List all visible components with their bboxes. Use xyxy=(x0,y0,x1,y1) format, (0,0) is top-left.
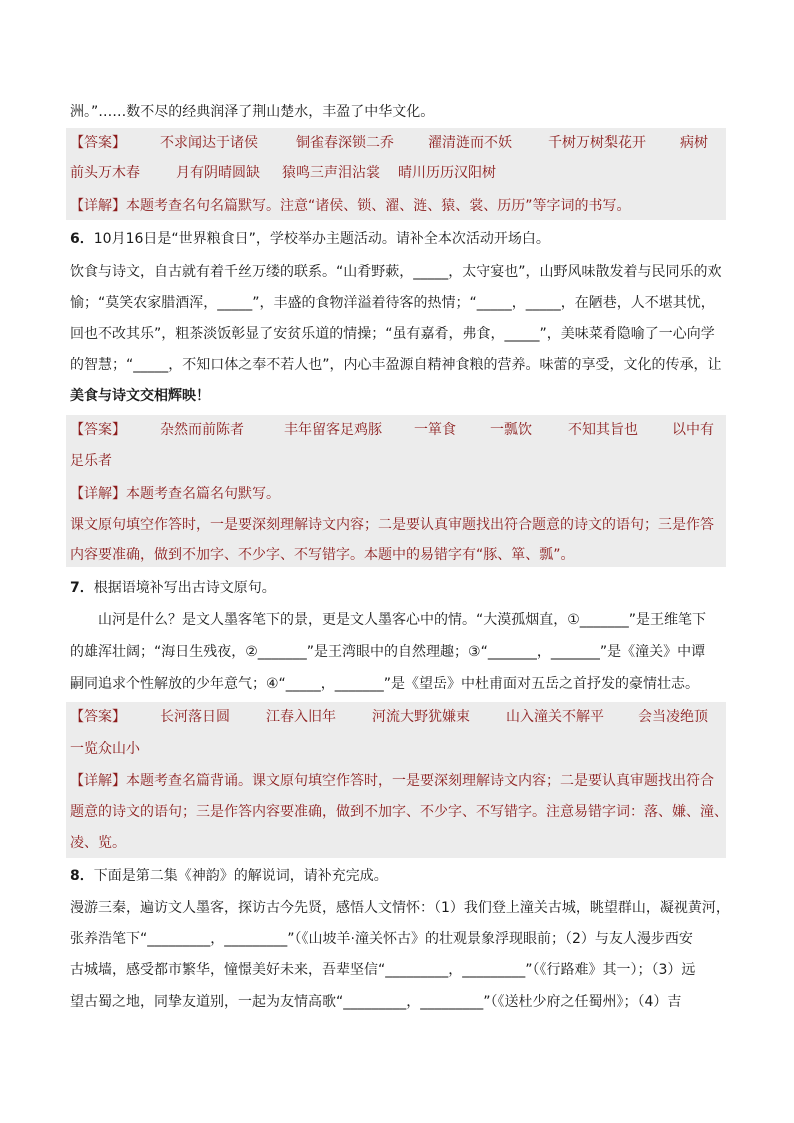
answer-item: 晴川历历汉阳树 xyxy=(398,165,496,181)
detail-row-6-2: 课文原句填空作答时，一是要深刻理解诗文内容；二是要认真审题找出符合题意的诗文的语句；三是作答 xyxy=(70,517,714,533)
answer-item: 以中有 xyxy=(672,422,714,438)
detail-row-7-2: 题意的诗文的语句；三是作答内容要准确，做到不加字、不少字、不写错字。注意易错字词：落、嫌、潼、 xyxy=(70,804,728,820)
q6-para-line: 愉；“莫笑农家腊酒浑，_____”，丰盛的食物洋溢着待客的热情；“_____，_____，在陋巷，人不堪其忧， xyxy=(70,295,715,311)
answer-item: 铜雀春深锁二乔 xyxy=(296,135,394,151)
detail-label: 【详解】 xyxy=(70,486,126,502)
answer-item: 一览众山小 xyxy=(70,741,140,757)
question-text: 根据语境补写出古诗文原句。 xyxy=(93,580,276,596)
answer-item: 濯清涟而不妖 xyxy=(428,135,512,151)
answer-item: 病树 xyxy=(680,135,708,151)
answer-label: 【答案】 xyxy=(70,135,126,151)
answer-item: 前头万木春 xyxy=(70,165,140,181)
detail-row-7-3: 凌、览。 xyxy=(70,835,126,851)
question-text: 下面是第二集《神韵》的解说词，请补充完成。 xyxy=(93,868,388,884)
answer-item: 不求闻达于诸侯 xyxy=(160,135,258,151)
answer-item: 猿鸣三声泪沾裳 xyxy=(282,165,380,181)
answer-label: 【答案】 xyxy=(70,422,126,438)
answer-row-6-2 xyxy=(70,451,112,471)
detail-text: 本题考查名篇背诵。课文原句填空作答时，一是要深刻理解诗文内容；二是要认真审题找出符合 xyxy=(126,773,714,789)
question-8-title xyxy=(70,866,388,886)
answer-item: 足乐者 xyxy=(70,453,112,469)
answer-row-7-1 xyxy=(70,707,708,727)
detail-row-5 xyxy=(70,196,631,216)
answer-item: 江春入旧年 xyxy=(266,709,336,725)
answer-item: 千树万树梨花开 xyxy=(548,135,646,151)
detail-label: 【详解】 xyxy=(70,773,126,789)
answer-item: 会当凌绝顶 xyxy=(638,709,708,725)
q6-para-line: 回也不改其乐”，粗茶淡饭彰显了安贫乐道的情操；“虽有嘉肴，弗食，_____”，美味菜肴隐喻了一心向学 xyxy=(70,326,715,342)
answer-item: 丰年留客足鸡豚 xyxy=(284,422,382,438)
q8-para-line: 望古蜀之地，同挚友道别，一起为友情高歌“_________，_________”（《送杜少府之任蜀州》；（4）吉 xyxy=(70,994,682,1010)
q8-para-line: 古城墙，感受都市繁华，憧憬美好未来，吾辈坚信“_________，_________”（《行路难》其一）；（3）远 xyxy=(70,962,696,978)
q7-para-line: 嗣同追求个性解放的少年意气；④“_____，_______”是《望岳》中杜甫面对五岳之首抒发的豪情壮志。 xyxy=(70,676,700,692)
answer-row-5-2 xyxy=(70,163,496,183)
answer-item: 山入潼关不解平 xyxy=(506,709,604,725)
answer-item: 一箪食 xyxy=(414,422,456,438)
detail-row-6-3: 内容要准确，做到不加字、不少字、不写错字。本题中的易错字有“豚、箪、瓢”。 xyxy=(70,547,575,563)
detail-label: 【详解】 xyxy=(70,198,126,214)
answer-row-7-2 xyxy=(70,739,140,759)
detail-text: 本题考查名句名篇默写。注意“诸侯、锁、濯、涟、猿、裳、历历”等字词的书写。 xyxy=(126,198,631,214)
question-text: 10月16日是“世界粮食日”，学校举办主题活动。请补全本次活动开场白。 xyxy=(93,231,550,247)
q7-para-line: 的雄浑壮阔；“海日生残夜，②_______”是王湾眼中的自然理趣；③“_______，_______”是《潼关》中谭 xyxy=(70,644,706,660)
q8-para-line: 张养浩笔下“_________，_________”（《山坡羊·潼关怀古》的壮观景象浮现眼前；（2）与友人漫步西安 xyxy=(70,931,693,947)
answer-row-5-1 xyxy=(70,133,708,153)
answer-label: 【答案】 xyxy=(70,709,126,725)
question-number: 7． xyxy=(70,580,94,596)
q7-para-line: 山河是什么？是文人墨客笔下的景，更是文人墨客心中的情。“大漠孤烟直，①_______”是王维笔下 xyxy=(98,612,707,628)
q8-para-line: 漫游三秦，遍访文人墨客，探访古今先贤，感悟人文情怀：（1）我们登上潼关古城，眺望群山，凝视黄河， xyxy=(70,900,730,916)
answer-item: 月有阴晴圆缺 xyxy=(176,165,260,181)
question-6-title xyxy=(70,229,550,249)
question-number: 6． xyxy=(70,231,94,247)
q6-para-line: 的智慧；“_____，不知口体之奉不若人也”，内心丰盈源自精神食粮的营养。味蕾的享受，文化的传承，让 xyxy=(70,357,722,373)
question-7-title xyxy=(70,578,276,598)
answer-item: 长河落日圆 xyxy=(160,709,230,725)
answer-item: 河流大野犹嫌束 xyxy=(372,709,470,725)
answer-row-6-1 xyxy=(70,420,714,440)
intro-line: 洲。”……数不尽的经典润泽了荆山楚水，丰盈了中华文化。 xyxy=(70,104,435,120)
detail-row-7 xyxy=(70,771,714,791)
answer-item: 杂然而前陈者 xyxy=(160,422,244,438)
answer-item: 不知其旨也 xyxy=(568,422,638,438)
detail-row-6 xyxy=(70,484,280,504)
answer-item: 一瓢饮 xyxy=(490,422,532,438)
q6-para-line: 美食与诗文交相辉映！ xyxy=(70,388,210,404)
question-number: 8． xyxy=(70,868,94,884)
q6-para-line: 饮食与诗文，自古就有着千丝万缕的联系。“山肴野蔌，_____，太守宴也”，山野风味散发着与民同乐的欢 xyxy=(70,264,722,280)
detail-text: 本题考查名篇名句默写。 xyxy=(126,486,280,502)
